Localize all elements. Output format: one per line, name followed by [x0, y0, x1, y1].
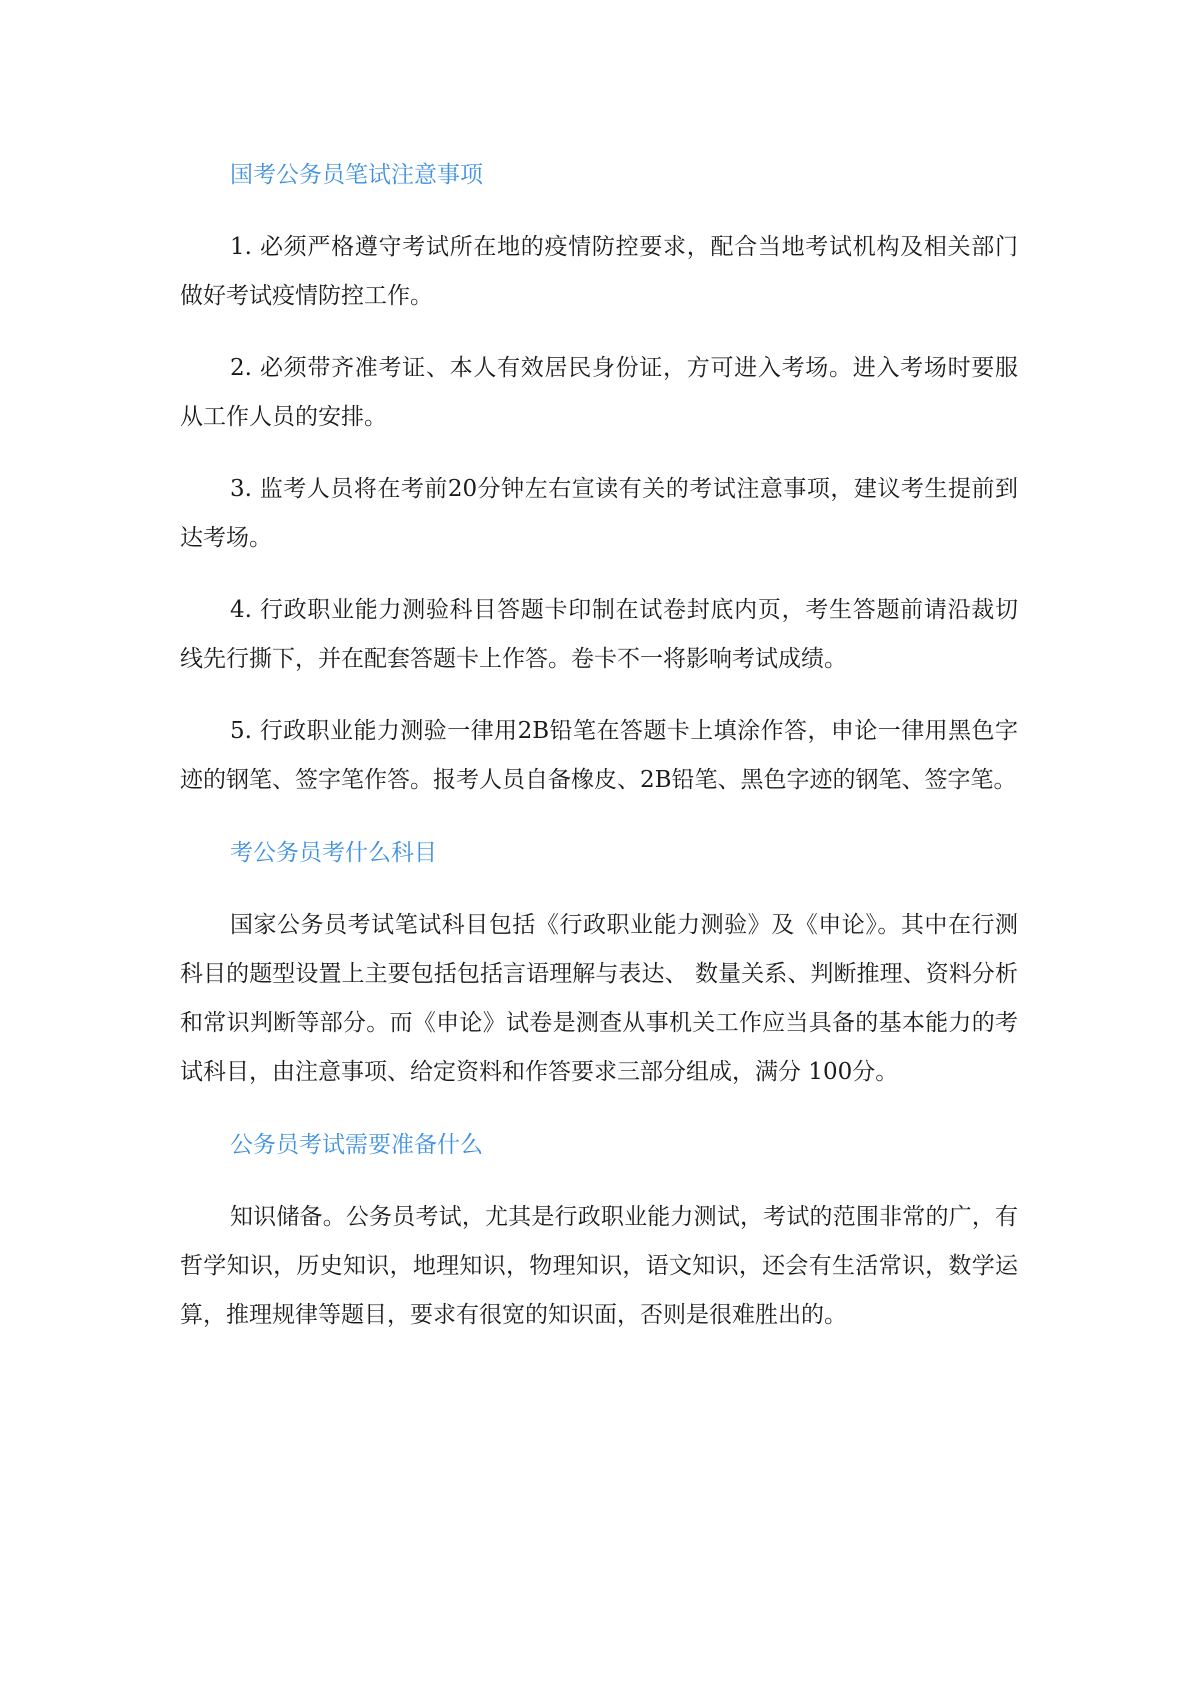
paragraph: 2. 必须带齐准考证、本人有效居民身份证，方可进入考场。进入考场时要服从工作人员的安排。	[180, 355, 1018, 430]
paragraph: 知识储备。公务员考试，尤其是行政职业能力测试，考试的范围非常的广，有哲学知识，历史知识，地理知识，物理知识，语文知识，还会有生活常识，数学运算，推理规律等题目，要求有很宽的知识面，否则是很难胜出的。	[180, 1204, 1018, 1328]
document-body	[180, 150, 1018, 1340]
paragraph: 5. 行政职业能力测验一律用2B铅笔在答题卡上填涂作答，申论一律用黑色字迹的钢笔、签字笔作答。报考人员自备橡皮、2B铅笔、黑色字迹的钢笔、签字笔。	[180, 718, 1018, 793]
section-heading-exam-notes: 国考公务员笔试注意事项	[230, 162, 483, 188]
paragraph: 国家公务员考试笔试科目包括《行政职业能力测验》及《申论》。其中在行测科目的题型设置上主要包括包括言语理解与表达、 数量关系、判断推理、资料分析和常识判断等部分。而《申论》试卷是测查从事机关工作应当具备的基本能力的考试科目，由注意事项、给定资料和作答要求三部分组成，满分 100分。	[180, 912, 1018, 1085]
paragraph: 4. 行政职业能力测验科目答题卡印制在试卷封底内页，考生答题前请沿裁切线先行撕下，并在配套答题卡上作答。卷卡不一将影响考试成绩。	[180, 597, 1018, 672]
section-heading-exam-subjects: 考公务员考什么科目	[230, 840, 437, 866]
section-heading-exam-preparation: 公务员考试需要准备什么	[230, 1132, 483, 1158]
paragraph: 3. 监考人员将在考前20分钟左右宣读有关的考试注意事项，建议考生提前到达考场。	[180, 476, 1018, 551]
paragraph: 1. 必须严格遵守考试所在地的疫情防控要求，配合当地考试机构及相关部门做好考试疫情防控工作。	[180, 234, 1018, 309]
